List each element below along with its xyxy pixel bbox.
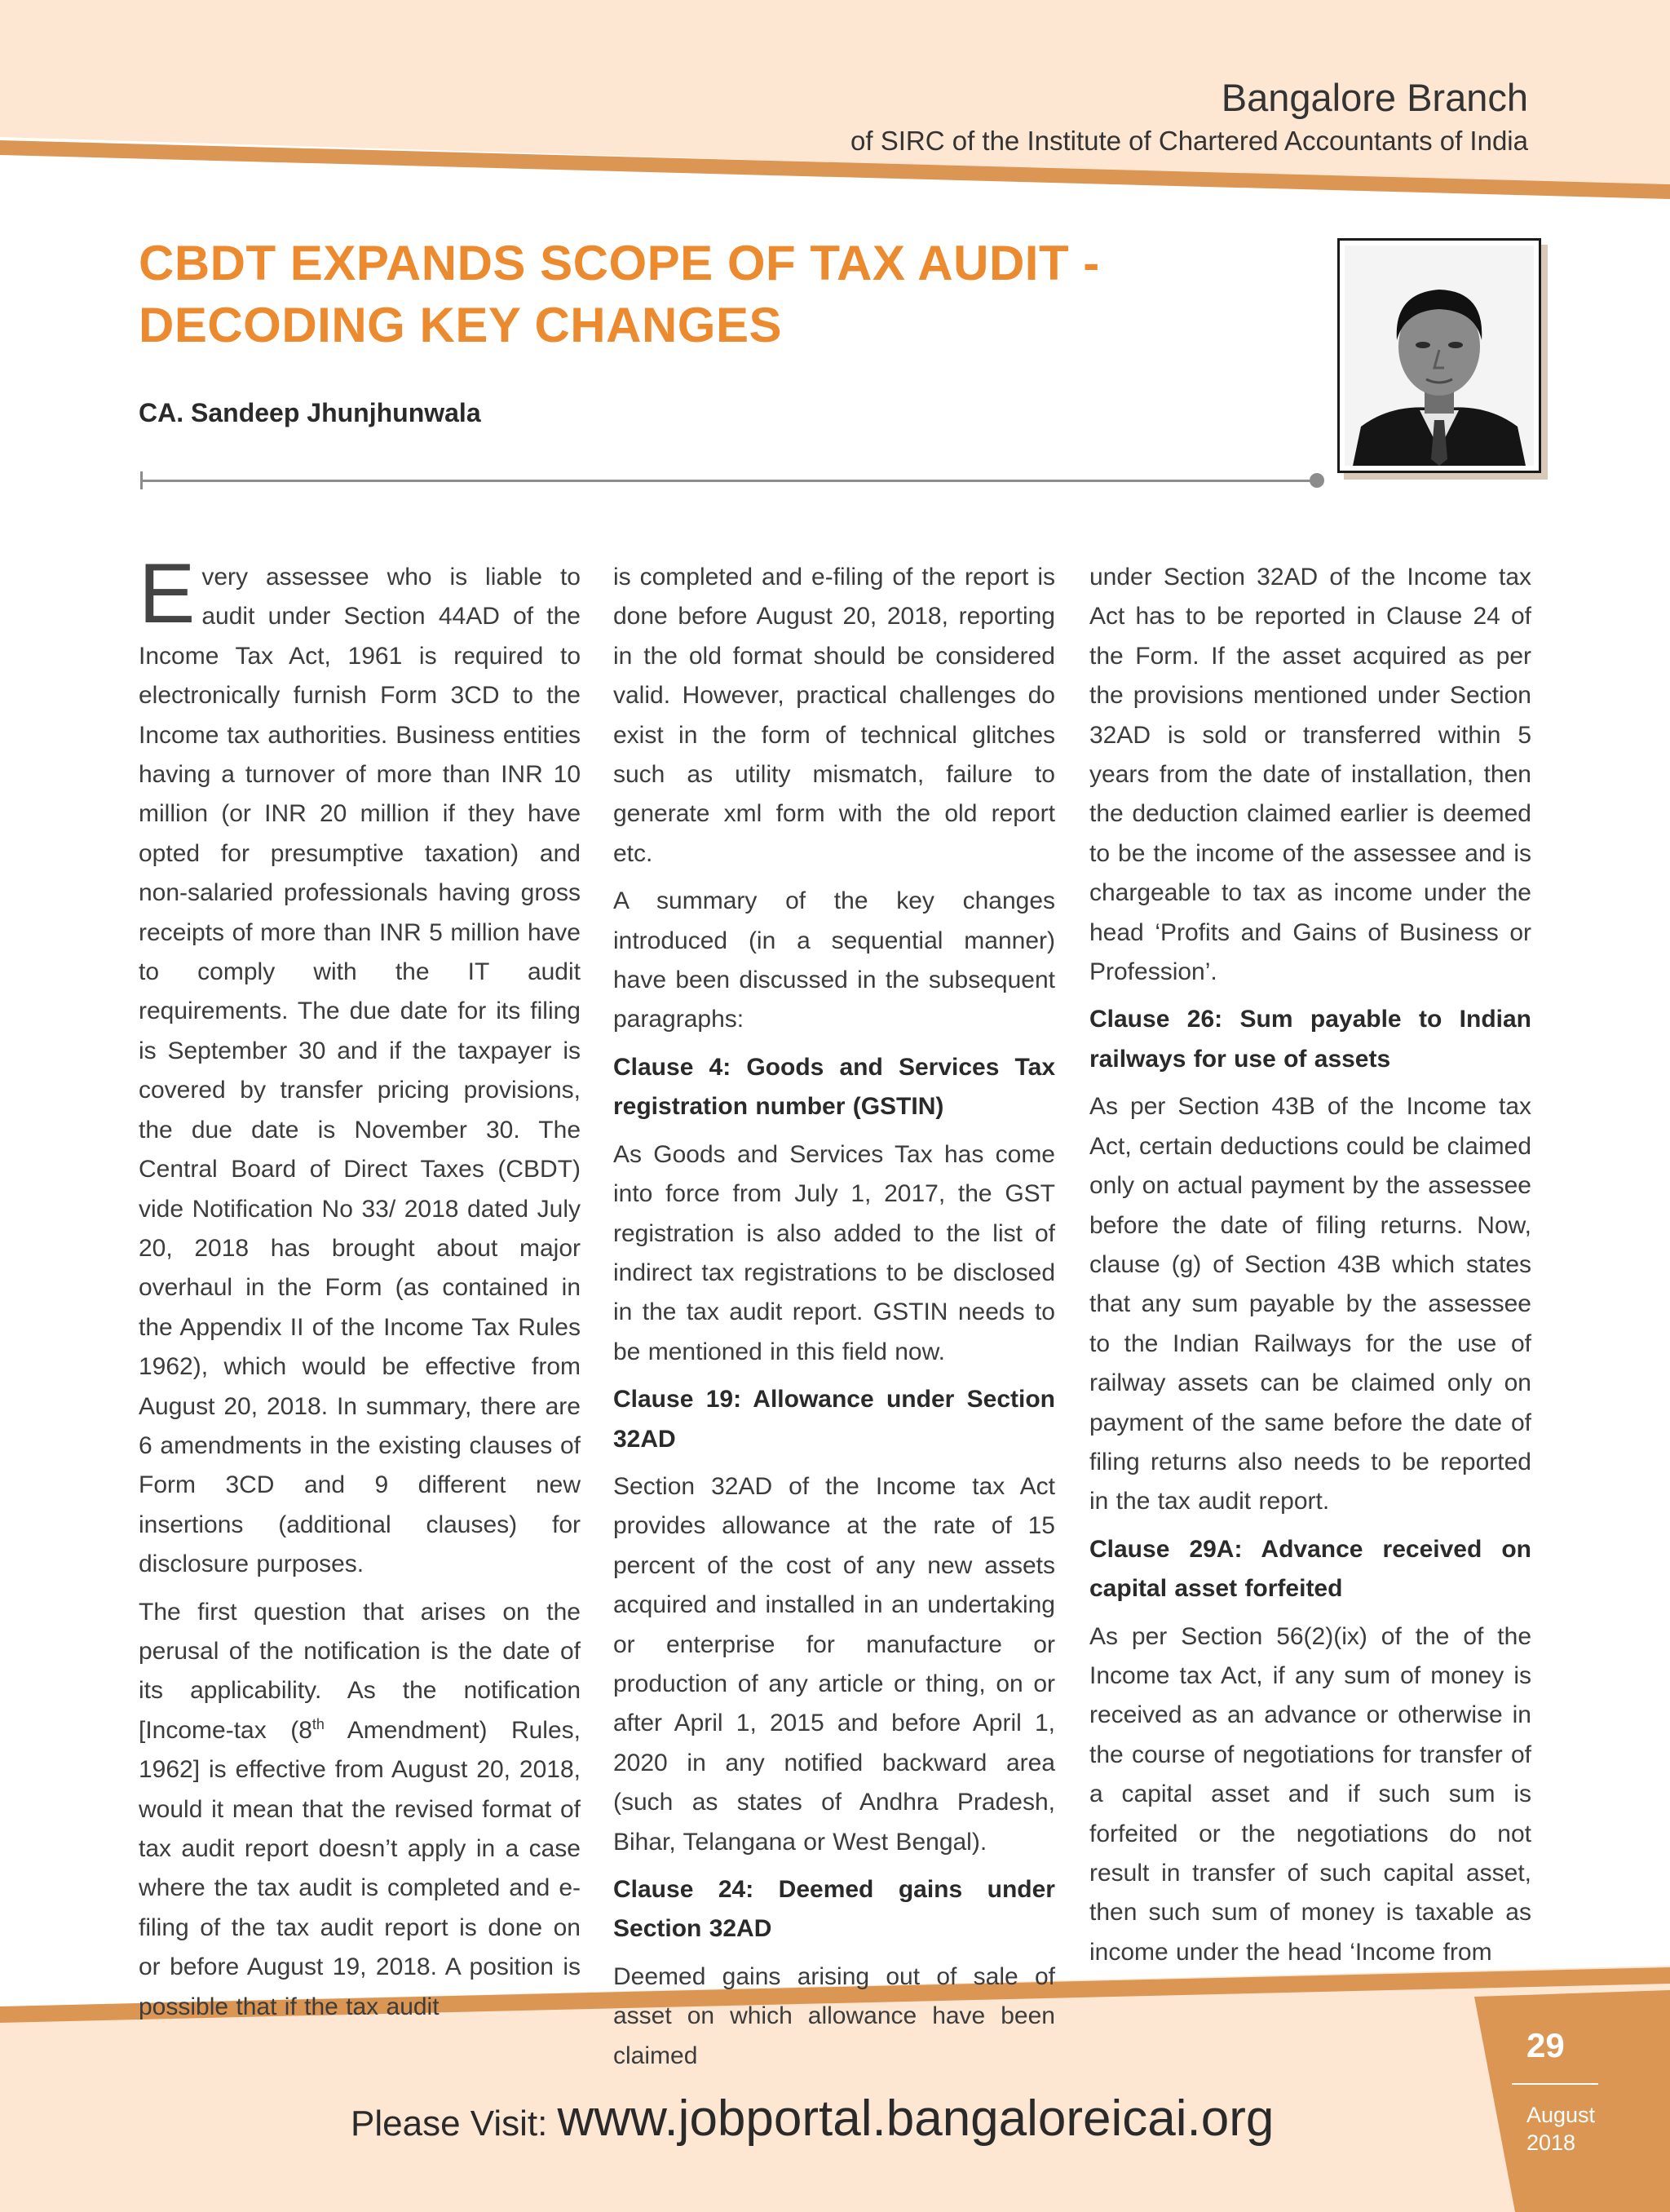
paragraph-text: The first question that arises on the perusal of the notification is the date of its applicability. As the notification [Income-tax (8 bbox=[139, 1598, 581, 1744]
section-heading: Clause 26: Sum payable to Indian railways for use of assets bbox=[1089, 1006, 1531, 1073]
paragraph-text: very assessee who is liable to audit under Section 44AD of the Income Tax Act, 1961 is required to electronically furnish Form 3CD to the Income tax authorities. Business entities having a turnover of more than INR 10 million (or INR 20 million if they have opted for presumptive taxation) and non-salaried professionals having gross receipts of more than INR 5 million have to comply with the IT audit requirements. The due date for its filing is September 30 and if the taxpayer is covered by transfer pricing provisions, the due date is November 30. The Central Board of Direct Taxes (CBDT) vide Notification No 33/ 2018 dated July 20, 2018 has brought about major overhaul in the Form (as contained in the Appendix II of the Income Tax Rules 1962), which would be effective from August 20, 2018. In summary, there are 6 amendments in the existing clauses of Form 3CD and 9 different new insertions (additional clauses) for disclosure purposes. bbox=[139, 564, 581, 1578]
paragraph: Section 32AD of the Income tax Act provides allowance at the rate of 15 percent of the cost of any new assets acquired and installed in an undertaking or enterprise for manufacture or production of any article or thing, on or after April 1, 2015 and before April 1, 2020 in any notified backward area (such as states of Andhra Pradesh, Bihar, Telangana or West Bengal). bbox=[613, 1472, 1055, 1856]
author-name: CA. Sandeep Jhunjhunwala bbox=[139, 398, 481, 427]
footer-visit bbox=[351, 2090, 1274, 2148]
divider-end-dot bbox=[1310, 473, 1324, 488]
paragraph-text: Amendment) Rules, 1962] is effective from August 20, 2018, would it mean that the revised format of tax audit report doesn’t apply in a case where the tax audit is completed and e-filing of the tax audit report is done on or before August 19, 2018. A position is possible that if the tax audit bbox=[139, 1716, 581, 2020]
paragraph: As per Section 43B of the Income tax Act, certain deductions could be claimed only on actual payment by the assessee before the date of filing returns. Now, clause (g) of Section 43B which states that any sum payable by the assessee to the Indian Railways for the use of railway assets can be claimed only on payment of the same before the date of filing returns also needs to be reported in the tax audit report. bbox=[1089, 1093, 1531, 1515]
title-divider bbox=[140, 480, 1317, 482]
paragraph: under Section 32AD of the Income tax Act has to be reported in Clause 24 of the Form. If the asset acquired as per the provisions mentioned under Section 32AD is sold or transferred within 5 years from the date of installation, then the deduction claimed earlier is deemed to be the income of the assessee and is chargeable to tax as income under the head ‘Profits and Gains of Business or Profession’. bbox=[1089, 564, 1531, 986]
article-column-1 bbox=[139, 546, 581, 2035]
issue-date bbox=[1526, 2101, 1595, 2157]
branch-subtitle: of SIRC of the Institute of Chartered Accountants of India bbox=[850, 126, 1528, 156]
drop-cap: E bbox=[139, 546, 196, 641]
issue-month: August bbox=[1526, 2103, 1596, 2127]
paragraph: As per Section 56(2)(ix) of the of the Income tax Act, if any sum of money is received as an advance or otherwise in the course of negotiations for transfer of a capital asset and if such sum is forfeited or the negotiations do not result in transfer of such capital asset, then such sum of money is taxable as income under the head ‘Income from bbox=[1089, 1622, 1531, 1966]
article-column-3 bbox=[1089, 558, 1531, 1980]
issue-year: 2018 bbox=[1526, 2130, 1576, 2155]
branch-title: Bangalore Branch bbox=[1221, 76, 1528, 119]
article-title: CBDT EXPANDS SCOPE OF TAX AUDIT - DECODING KEY CHANGES bbox=[139, 236, 1100, 352]
paragraph: A summary of the key changes introduced (in a sequential manner) have been discussed in the subsequent paragraphs: bbox=[613, 887, 1055, 1033]
page-number: 29 bbox=[1526, 2026, 1565, 2064]
section-heading: Clause 24: Deemed gains under Section 32AD bbox=[613, 1876, 1055, 1943]
visit-label: Please Visit: bbox=[351, 2104, 558, 2143]
paragraph: is completed and e-filing of the report is done before August 20, 2018, reporting in the old format should be considered valid. However, practical challenges do exist in the form of technical glitches such as utility mismatch, failure to generate xml form with the old report etc. bbox=[613, 564, 1055, 867]
author-portrait-image bbox=[1345, 246, 1534, 466]
author-photo bbox=[1337, 238, 1541, 473]
section-heading: Clause 19: Allowance under Section 32AD bbox=[613, 1386, 1055, 1453]
article-column-2 bbox=[613, 558, 1055, 2084]
superscript: th bbox=[311, 1715, 325, 1732]
paragraph bbox=[139, 1593, 581, 2027]
section-heading: Clause 29A: Advance received on capital asset forfeited bbox=[1089, 1535, 1531, 1603]
paragraph: As Goods and Services Tax has come into force from July 1, 2017, the GST registration is also added to the list of indirect tax registrations to be disclosed in the tax audit report. GSTIN needs to be mentioned in this field now. bbox=[613, 1140, 1055, 1365]
paragraph: Deemed gains arising out of sale of asset on which allowance have been claimed bbox=[613, 1962, 1055, 2069]
section-heading: Clause 4: Goods and Services Tax registration number (GSTIN) bbox=[613, 1053, 1055, 1121]
paragraph bbox=[139, 546, 581, 1585]
website-link[interactable]: www.jobportal.bangaloreicai.org bbox=[557, 2090, 1275, 2147]
